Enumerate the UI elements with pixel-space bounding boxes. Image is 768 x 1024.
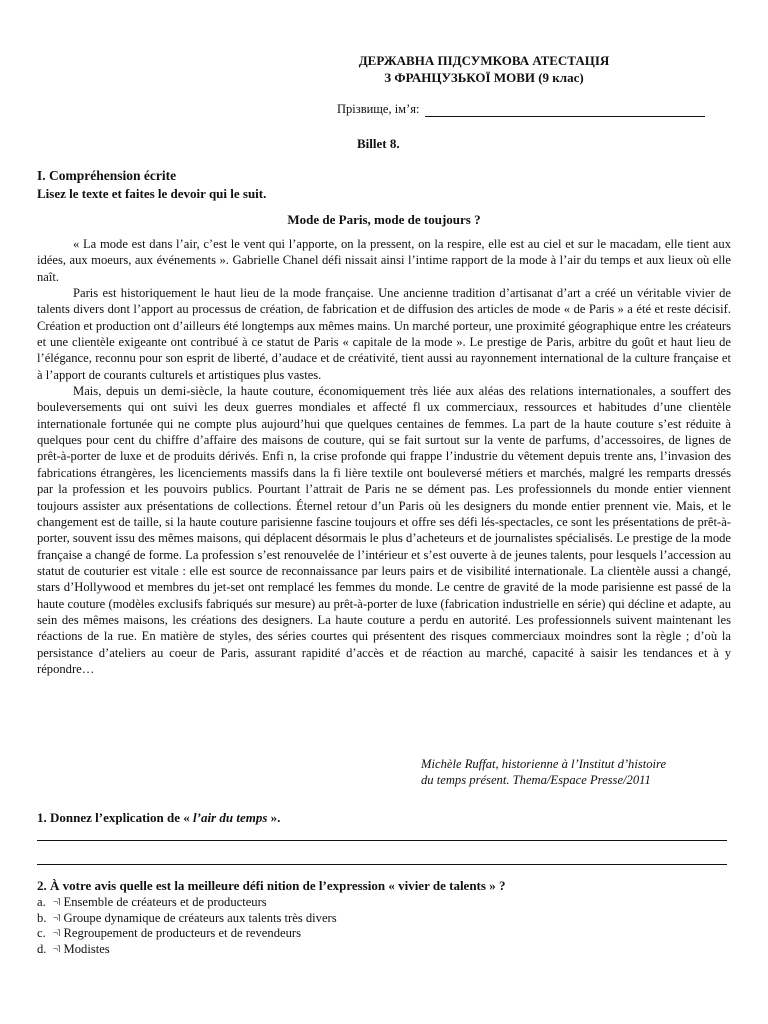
option-letter: b.: [37, 910, 47, 925]
text-title: Mode de Paris, mode de toujours ?: [287, 212, 481, 227]
name-field-row: [337, 102, 705, 117]
question-1-term: l’air du temps: [193, 810, 268, 825]
checkbox-icon[interactable]: ¬˥: [53, 943, 60, 954]
question-1-prefix: 1. Donnez l’explication de «: [37, 810, 193, 825]
option-letter: d.: [37, 941, 47, 956]
option-text: Modistes: [63, 941, 110, 956]
section-title: I. Compréhension écrite: [37, 168, 177, 183]
option-letter: c.: [37, 926, 46, 940]
answer-line[interactable]: [37, 864, 727, 865]
question-1-suffix: ».: [267, 810, 281, 825]
option-text: Regroupement de producteurs et de revendeurs: [63, 926, 301, 940]
option-d[interactable]: [37, 942, 337, 958]
answer-line[interactable]: [37, 840, 727, 841]
paragraph: Paris est historiquement le haut lieu de la mode française. Une ancienne tradition d’artisanat d’art a créé un véritable vivier de talents divers dont l’apport au processus de création, de fabrication et de diffusion des articles de mode « de Paris » a été et reste décisif. Création et production ont d’ailleurs été longtemps aux mêmes mains. Un marché porteur, une proximité géographique entre les créateurs et une clientèle exigeante ont contribué à ce statut de Paris « capitale de la mode ». Le prestige de Paris, arbitre du goût et haut lieu de l’élégance, reconnu pour son esprit de liberté, d’audace et de créativité, tient aussi au rayonnement international de la culture française et à l’apport de courants culturels et artistiques plus vastes.: [37, 286, 731, 382]
option-c[interactable]: [37, 926, 337, 942]
header-title: ДЕРЖАВНА ПІДСУМКОВА АТЕСТАЦІЯ: [358, 53, 610, 68]
question-1: [37, 810, 280, 826]
paragraph: Mais, depuis un demi-siècle, la haute couture, économiquement très liée aux aléas des relations internationales, a souffert des bouleversements qui ont suivi les deux guerres mondiales et affecté fl ux commerciaux, ressources et habitudes d’une clientèle internationale fortunée qui ne compte plus aujourd’hui que quelques centaines de femmes. La part de la haute couture s’est réduite à quelques pour cent du chiffre d’affaire des maisons de couture, qui se fait surtout sur la vente de parfums, d’accessoires, de lignes de prêt-à-porter de luxe et de produits dérivés. Enfi n, la crise profonde qui frappe l’industrie du vêtement depuis trente ans, l’invasion des fabrications étrangères, les licenciements massifs dans la fi lière textile ont bouleversé métiers et marchés, malgré les remparts dressés par la profession et les pouvoirs publics. Pourtant l’attrait de Paris ne se dément pas. Les professionnels du monde entier viennent toujours assister aux présentations de collections. Éternel retour d’un Paris où les designers du monde entier prennent vie. Mais, et le changement est de taille, si la haute couture parisienne fascine toujours et offre ses défi lés-spectacles, ce sont les présentations de prêt-à-porter, souvent issu des mêmes maisons, qui déplacent désormais le plus d’acheteurs et de journalistes spécialisés. Le prestige de la mode française a changé de forme. La profession s’est renouvelée de l’intérieur et s’est ouverte à de jeunes talents, pour lesquels l’accession au statut de couturier est vitale : elle est source de reconnaissance par leurs pairs et de visibilité internationale. La clientèle aussi a changé, stars d’Hollywood et membres du jet-set ont remplacé les femmes du monde. Le centre de gravité de la mode parisienne est passé de la haute couture (modèles exclusifs fabriqués sur mesure) au prêt-à-porter de luxe (fabrication industrielle en série) qui décline et adapte, au sein des mêmes maisons, les créations des designers. La haute couture a perdu en autorité. Les professionnels suivent maintenant les réactions de la rue. En matière de styles, des séries courtes qui présentent des risques commerciaux moindres sont la règle ; d’où la persistance d’ateliers au coeur de Paris, assurant rapidité d’accès et de réaction au marché, capacité à saisir les tendances et à y répondre…: [37, 384, 731, 676]
checkbox-icon[interactable]: ¬˥: [53, 928, 60, 938]
option-text: Ensemble de créateurs et de producteurs: [63, 895, 267, 909]
question-2: 2. À votre avis quelle est la meilleure défi nition de l’expression « vivier de talents » ?: [37, 878, 506, 893]
option-a[interactable]: [37, 895, 337, 911]
header-subtitle: З ФРАНЦУЗЬКОЇ МОВИ (9 клас): [384, 70, 584, 85]
name-label: Прізвище, ім’я:: [337, 102, 420, 116]
option-letter: a.: [37, 895, 46, 909]
option-b[interactable]: [37, 911, 337, 927]
section-instruction: Lisez le texte et faites le devoir qui le suit.: [37, 186, 267, 201]
paragraph: « La mode est dans l’air, c’est le vent qui l’apporte, on la pressent, on la respire, elle est au ciel et sur le macadam, elle tient aux idées, aux moeurs, aux événements ». Gabrielle Chanel défi nissait ainsi l’intime rapport de la mode à l’air du temps et aux lieux où elle naît.: [37, 237, 731, 284]
reading-text: [37, 236, 731, 677]
billet-number: Billet 8.: [357, 136, 400, 151]
source-line-1: Michèle Ruffat, historienne à l’Institut d’histoire: [421, 757, 667, 771]
source-line-2: du temps présent. Thema/Espace Presse/2011: [421, 773, 651, 787]
option-text: Groupe dynamique de créateurs aux talents très divers: [63, 910, 337, 925]
name-input-line[interactable]: [425, 104, 705, 117]
text-source: [421, 756, 666, 788]
answer-options: [37, 895, 337, 957]
checkbox-icon[interactable]: ¬˥: [53, 897, 60, 907]
checkbox-icon[interactable]: ¬˥: [53, 912, 60, 923]
